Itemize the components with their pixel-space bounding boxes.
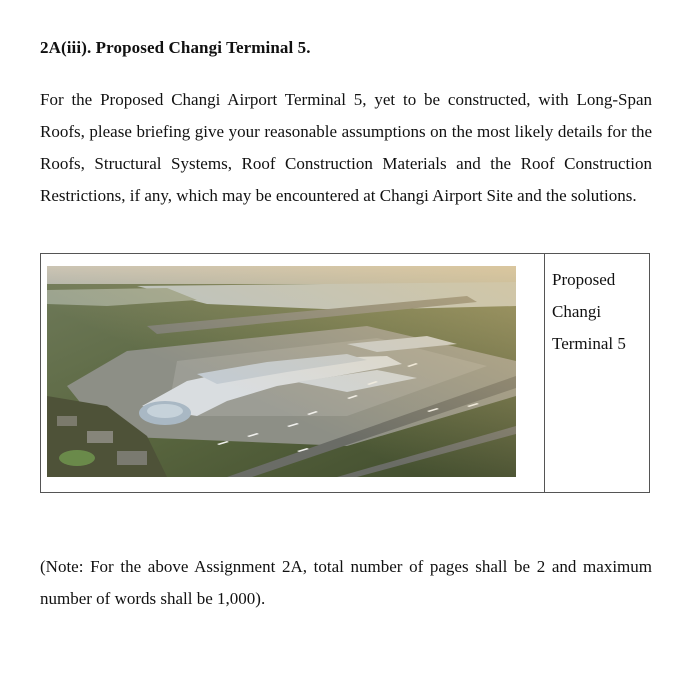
caption-line-2: Changi — [552, 302, 602, 321]
assignment-note: (Note: For the above Assignment 2A, total number of pages shall be 2 and maximum number of words shall be 1,000). — [40, 557, 652, 608]
figure-table — [40, 253, 650, 493]
terminal-aerial-image — [47, 266, 516, 477]
section-heading: 2A(iii). Proposed Changi Terminal 5. — [40, 38, 311, 57]
caption-line-1: Proposed — [552, 270, 616, 289]
assignment-paragraph: For the Proposed Changi Airport Terminal 5, yet to be constructed, with Long-Span Roofs, please briefing give your reasonable assumptions on the most likely details for the Roofs, Structural Systems, Roof Construction Materials and the Roof Construction Restrictions, if any, which may be encountered at Changi Airport Site and the solutions. — [40, 90, 652, 205]
figure-image-cell — [41, 254, 545, 492]
caption-line-3: Terminal 5 — [552, 334, 626, 353]
figure-caption — [545, 254, 649, 492]
